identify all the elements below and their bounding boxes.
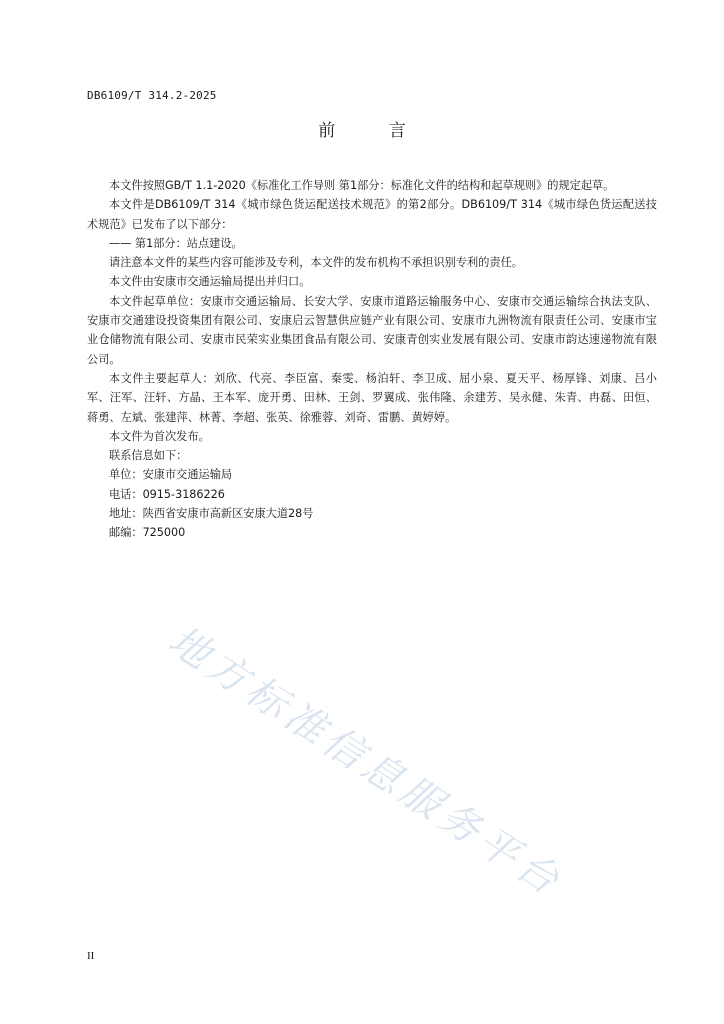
contact-address: 地址：陕西省安康市高新区安康大道28号 (109, 507, 314, 521)
page-number: II (87, 950, 95, 962)
paragraph-drafting-rules: 本文件按照GB/T 1.1-2020《标准化工作导则 第1部分：标准化文件的结构和起草规则》的规定起草。 (109, 179, 615, 192)
paragraph-drafting-units: 本文件起草单位：安康市交通运输局、长安大学、安康市道路运输服务中心、安康市交通运输综合执法支队、安康市交通建设投资集团有限公司、安康启云智慧供应链产业有限公司、安康市九洲物流有限责任公司、安康市宝业仓储物流有限公司、安康市民荣实业集团食品有限公司、安康青创实业发展有限公司、安康市韵达速递物流有限公司。 (87, 294, 657, 366)
contact-unit: 单位：安康市交通运输局 (109, 468, 233, 482)
watermark-text: 地方标准信息服务平台 (160, 617, 571, 907)
page-title: 前 言 (318, 121, 430, 141)
document-code: DB6109/T 314.2-2025 (87, 89, 217, 102)
contact-postcode: 邮编：725000 (109, 526, 186, 540)
paragraph-drafters: 本文件主要起草人：刘欣、代亮、李臣富、秦雯、杨泊轩、李卫成、屈小泉、夏天平、杨厚锋、刘康、吕小军、汪军、汪轩、方晶、王本军、庞开勇、田林、王剑、罗翼成、张伟隆、余建芳、吴永健、朱青、冉磊、田恒、蒋勇、左斌、张建萍、林菁、李超、张英、徐雅蓉、刘奇、雷鹏、黄婷婷。 (87, 371, 657, 424)
paragraph-patent-notice: 请注意本文件的某些内容可能涉及专利，本文件的发布机构不承担识别专利的责任。 (109, 256, 523, 270)
paragraph-first-release: 本文件为首次发布。 (109, 429, 210, 443)
paragraph-part-list: —— 第1部分：站点建设。 (109, 236, 243, 250)
paragraph-contact-heading: 联系信息如下： (109, 449, 188, 463)
body-text (87, 176, 657, 543)
paragraph-proposer: 本文件由安康市交通运输局提出并归口。 (109, 275, 311, 289)
paragraph-series-info: 本文件是DB6109/T 314《城市绿色货运配送技术规范》的第2部分。DB6109/T 314《城市绿色货运配送技术规范》已发布了以下部分： (87, 198, 657, 231)
contact-phone: 电话：0915-3186226 (109, 487, 225, 501)
